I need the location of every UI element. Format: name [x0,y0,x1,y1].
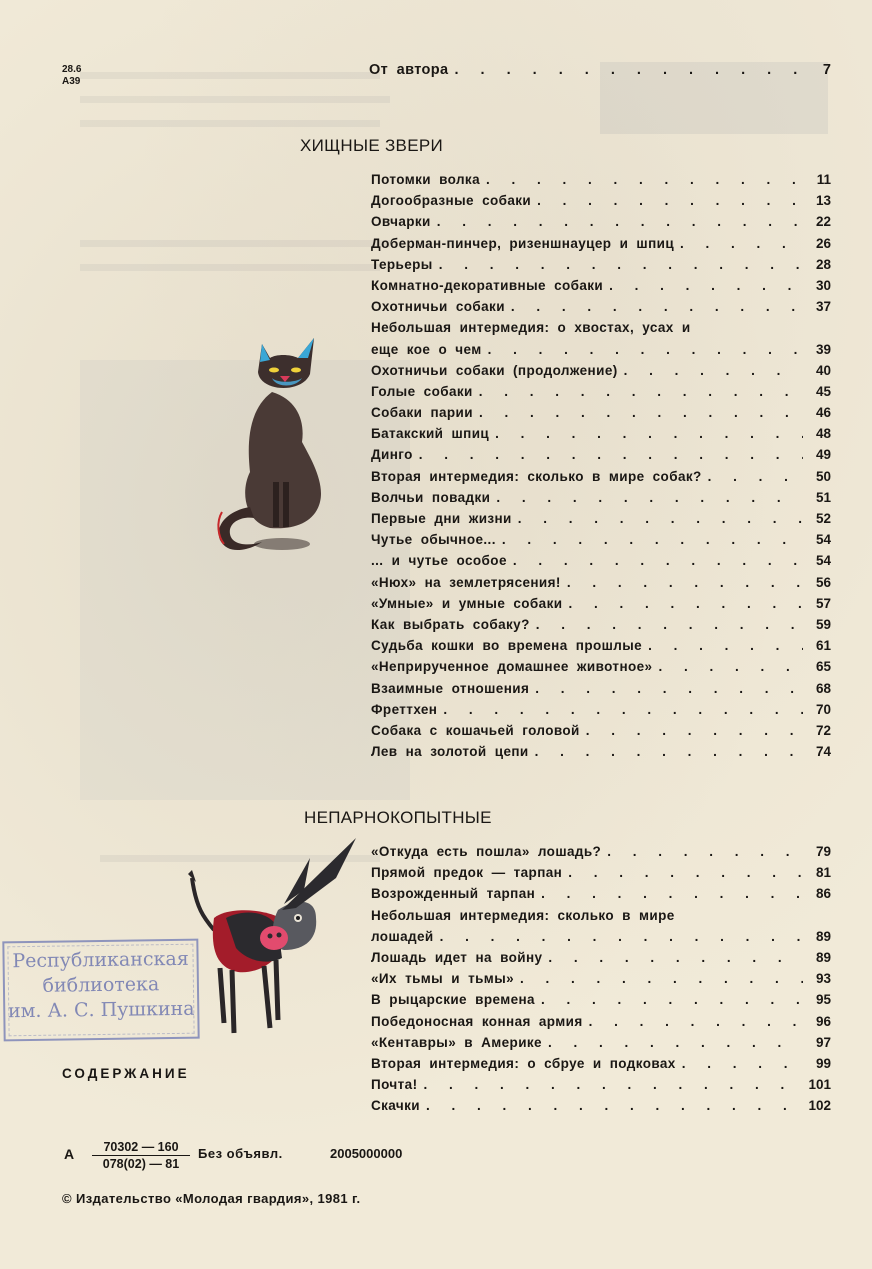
toc-entry[interactable] [371,681,831,702]
toc-entry-page: 70 [815,701,831,717]
toc-entry-label: Батакский шпиц [371,426,490,442]
dot-leader [708,469,803,484]
toc-entry[interactable] [371,992,831,1013]
stamp-line: библиотека [42,973,160,997]
udk-code [62,64,81,88]
dot-leader [502,532,803,547]
dot-leader [586,723,803,738]
toc-entry-page: 61 [815,638,831,654]
dot-leader [648,638,803,653]
toc-entry-label: Собаки парии [371,405,473,421]
toc-entry-page: 99 [815,1055,831,1071]
toc-entry-label: Догообразные собаки [371,193,532,209]
toc-entry[interactable] [371,659,831,680]
toc-entry[interactable] [371,342,831,363]
toc-entry-page: 30 [815,277,831,293]
toc-entry-label: «Неприрученное домашнее животное» [371,659,653,675]
toc-entry-page: 39 [815,341,831,357]
toc-entry-label: Потомки волка [371,172,480,187]
toc-entry[interactable] [371,426,831,447]
toc-entry-page: 51 [815,489,831,505]
dot-leader [423,1077,802,1092]
toc-entry-label: Терьеры [371,256,433,272]
dot-leader [589,1014,803,1029]
toc-entry[interactable] [371,469,831,490]
toc-entry-label: Лев на золотой цепи [371,744,529,760]
toc-entry[interactable] [371,723,831,744]
toc-entry[interactable] [371,490,831,511]
toc-entry-label: От автора [369,62,449,78]
imprint-code: 2005000000 [330,1146,403,1161]
toc-list-ungulates [371,844,831,1119]
toc-list-predators [371,172,831,765]
toc-entry-label: Небольшая интермедия: сколько в мире [371,907,675,923]
dot-leader [680,236,803,251]
dot-leader [536,617,803,632]
toc-entry[interactable] [371,744,831,765]
dot-leader [437,214,803,229]
dot-leader [624,363,803,378]
toc-entry-label: Как выбрать собаку? [371,616,530,632]
dot-leader [541,992,803,1007]
toc-entry[interactable] [371,384,831,405]
toc-entry[interactable] [371,1056,831,1077]
toc-entry[interactable] [371,214,831,235]
toc-entry-page: 54 [815,532,831,548]
cat-illustration [210,332,335,557]
toc-entry-page: 81 [815,865,831,881]
toc-entry-label: Лошадь идет на войну [371,949,543,965]
toc-entry-label: Голые собаки [371,383,473,399]
toc-entry-label: «Кентавры» в Америке [371,1034,542,1050]
toc-entry-label: «Откуда есть пошла» лошадь? [371,844,602,859]
toc-entry-page: 59 [815,616,831,632]
toc-entry[interactable] [371,532,831,553]
dot-leader [658,659,803,674]
toc-entry-label: Победоносная конная армия [371,1013,583,1029]
dot-leader [607,844,803,859]
toc-entry-page: 89 [815,928,831,944]
copyright-line: © Издательство «Молодая гвардия», 1981 г. [62,1191,361,1206]
imprint-note: Без объявл. [198,1146,283,1161]
dot-leader [520,971,803,986]
dot-leader [443,702,803,717]
toc-entry[interactable] [371,638,831,659]
dot-leader [535,744,803,759]
toc-entry-label: Динго [371,447,413,463]
toc-entry-label: Вторая интермедия: сколько в мире собак? [371,468,702,484]
dot-leader [511,299,803,314]
dot-leader [486,172,803,187]
toc-entry[interactable] [371,278,831,299]
toc-entry[interactable] [371,950,831,971]
toc-entry-page: 40 [815,362,831,378]
dot-leader [426,1098,802,1113]
toc-entry-page: 68 [815,680,831,696]
toc-entry-page: 54 [815,553,831,569]
dot-leader [682,1056,803,1071]
toc-entry-label: «Умные» и умные собаки [371,595,563,611]
toc-entry-label: Небольшая интермедия: о хвостах, усах и [371,320,691,336]
toc-entry[interactable] [371,553,831,574]
toc-entry[interactable] [371,1035,831,1056]
toc-entry[interactable] [371,575,831,596]
toc-entry-label: «Нюх» на землетрясения! [371,574,561,590]
dot-leader [440,929,803,944]
toc-entry-page: 48 [815,426,831,442]
donkey-illustration [186,838,358,1053]
toc-entry[interactable] [371,929,831,950]
dot-leader [541,886,803,901]
stamp-line: им. А. С. Пушкина [7,997,195,1023]
toc-entry[interactable] [371,865,831,886]
reverse-side-show-through [80,72,380,79]
toc-entry-label: Охотничьи собаки [371,299,505,315]
toc-entry[interactable] [371,257,831,278]
reverse-side-show-through [80,240,390,247]
toc-entry-page: 45 [815,383,831,399]
toc-entry[interactable] [371,1077,831,1098]
dot-leader [535,681,803,696]
toc-entry-page: 7 [822,62,831,78]
dot-leader [496,490,803,505]
toc-entry-page: 93 [815,971,831,987]
reverse-side-show-through [80,264,380,271]
toc-entry-label: Овчарки [371,214,431,230]
imprint-letter: А [64,1146,75,1162]
toc-entry-page: 28 [815,256,831,272]
toc-entry-label: Судьба кошки во времена прошлые [371,638,643,654]
toc-entry-page: 52 [815,511,831,526]
toc-entry-page: 72 [815,722,831,738]
dot-leader [454,62,803,78]
dot-leader [568,596,803,611]
toc-entry-page: 95 [815,992,831,1008]
reverse-side-show-through [80,96,390,103]
toc-entry-label: Вторая интермедия: о сбруе и подковах [371,1055,676,1071]
toc-entry[interactable] [371,172,831,193]
toc-entry-page: 56 [815,574,831,590]
dot-leader [548,950,803,965]
contents-heading: СОДЕРЖАНИЕ [62,1066,190,1081]
toc-entry-label: Охотничьи собаки (продолжение) [371,362,618,378]
toc-entry-page: 65 [815,659,831,675]
toc-entry[interactable] [371,617,831,638]
toc-entry[interactable] [371,363,831,384]
dot-leader [609,278,803,293]
toc-entry-page: 57 [815,595,831,611]
dot-leader [513,553,803,568]
toc-entry-page: 102 [808,1098,831,1114]
toc-entry-label: Чутье обычное... [371,532,496,548]
toc-entry[interactable] [371,886,831,907]
imprint-fraction [92,1140,190,1171]
toc-entry[interactable] [371,405,831,426]
toc-entry-label: Почта! [371,1077,418,1093]
dot-leader [568,865,803,880]
toc-entry-page: 11 [816,172,831,187]
toc-entry-label: Волчьи повадки [371,489,491,505]
toc-entry-page: 13 [815,193,831,209]
section-title: НЕПАРНОКОПЫТНЫЕ [304,808,492,827]
toc-entry-page: 49 [815,447,831,463]
imprint-numerator: 70302 — 160 [92,1140,190,1156]
toc-entry[interactable] [371,596,831,617]
toc-entry-label: Фреттхен [371,701,438,717]
toc-entry-label: Прямой предок — тарпан [371,865,563,881]
toc-entry-label: Скачки [371,1098,420,1114]
toc-entry[interactable] [371,971,831,992]
stamp-line: Республиканская [12,947,189,973]
toc-entry[interactable] [371,511,831,532]
toc-entry[interactable] [371,236,831,257]
toc-entry-page: 74 [815,744,831,760]
section-title: ХИЩНЫЕ ЗВЕРИ [300,136,443,155]
toc-entry-page: 37 [815,299,831,315]
toc-entry-page: 26 [815,235,831,251]
toc-entry-label: лошадей [371,928,434,944]
reverse-side-show-through [80,120,380,127]
toc-entry[interactable] [371,908,831,929]
toc-entry[interactable] [371,193,831,214]
toc-entry-page: 97 [815,1034,831,1050]
dot-leader [567,575,803,590]
toc-entry-label: Возрожденный тарпан [371,886,536,902]
toc-entry[interactable] [371,1098,831,1119]
toc-entry[interactable] [371,299,831,320]
toc-entry-label: В рыцарские времена [371,992,535,1008]
dot-leader [518,511,803,526]
dot-leader [495,426,803,441]
toc-entry[interactable] [371,447,831,468]
imprint-denominator: 078(02) — 81 [102,1157,180,1171]
dot-leader [419,447,803,462]
toc-entry[interactable] [371,1014,831,1035]
toc-entry-page: 89 [815,949,831,965]
dot-leader [479,384,803,399]
dot-leader [548,1035,803,1050]
toc-entry-page: 86 [815,886,831,902]
udk-line: 28.6 [62,64,82,75]
toc-entry[interactable] [371,320,831,341]
dot-leader [479,405,803,420]
dot-leader [488,342,803,357]
library-stamp [2,939,199,1042]
toc-entry-label: «Их тьмы и тьмы» [371,971,515,987]
toc-entry-label: еще кое о чем [371,341,482,357]
toc-entry-label: Доберман-пинчер, ризеншнауцер и шпиц [371,235,675,251]
dot-leader [537,193,803,208]
toc-entry[interactable] [371,702,831,723]
toc-entry-label: Первые дни жизни [371,511,512,526]
toc-entry-page: 50 [815,468,831,484]
toc-entry-page: 22 [815,214,831,230]
udk-line: А39 [62,76,81,87]
toc-entry-label: Собака с кошачьей головой [371,722,580,738]
toc-entry[interactable] [371,844,831,865]
toc-entry-label: Взаимные отношения [371,680,530,696]
toc-entry-label: ... и чутье особое [371,553,507,569]
toc-entry-page: 101 [808,1077,831,1093]
dot-leader [439,257,803,272]
toc-entry-label: Комнатно-декоративные собаки [371,277,604,293]
toc-entry-page: 96 [815,1013,831,1029]
toc-entry-page: 46 [815,405,831,421]
toc-entry-author[interactable] [369,62,831,83]
toc-entry-page: 79 [815,844,831,859]
